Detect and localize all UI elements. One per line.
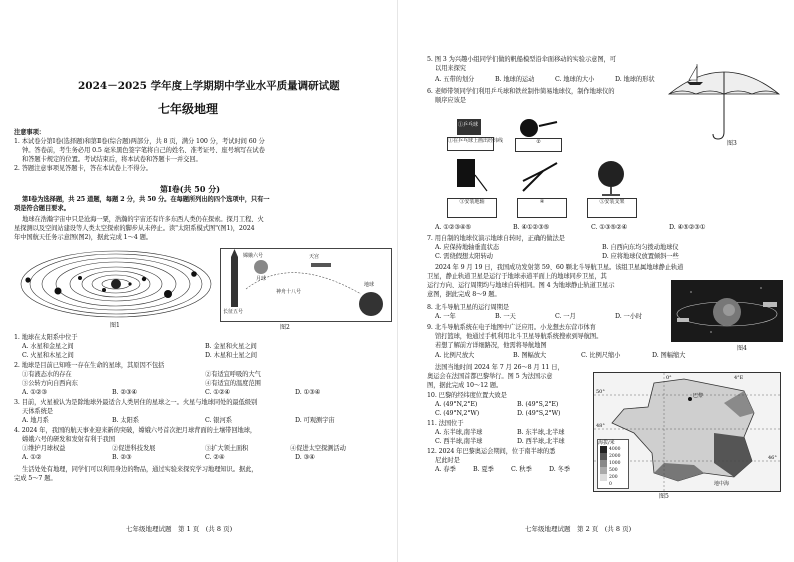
note-line: 2. 答题注意事项见答题卡，答在本试卷上不得分。 (14, 165, 152, 172)
option: D. ①③④ (295, 389, 321, 396)
step-caption: ② (536, 139, 541, 145)
option: D. 图幅缩大 (652, 352, 686, 359)
passage-line: 2024 年 9 月 19 日，我国成功发射第 59、60 颗北斗导航卫星。该组卫星属地球静止轨道 (435, 264, 684, 271)
step-caption: ③安装地轴 (459, 199, 485, 205)
option: B. ②③ (112, 454, 132, 461)
passage-line: 运行方向、运行周期均与地球自转相同。图 4 为地球静止轨道卫星示 (427, 282, 615, 289)
longitude-label: 4°E (734, 375, 744, 381)
legend-value: 0 (609, 482, 612, 487)
question-7: 7. 用自制的地球仪演示地球自转时，正确的做法是 (427, 235, 565, 242)
option: B. ②③④ (112, 389, 137, 396)
option: C. ①②④ (205, 389, 230, 396)
step-caption-box (515, 138, 562, 152)
option: A. ①② (22, 454, 42, 461)
note-line: 1. 本试卷分第Ⅰ卷(选择题)和第Ⅱ卷(综合题)两部分，共 8 页，满分 100 分，考试时间 60 分 (14, 138, 265, 145)
note-line: 和答题卡规定的位置。考试结束后，将本试卷和答题卡一并交回。 (22, 156, 202, 163)
option: C. 地球的大小 (555, 76, 595, 83)
question-1: 1. 地球在太阳系中位于 (14, 334, 78, 341)
option: A. 春季 (435, 466, 456, 473)
option: ③公转方向自西向东 (22, 380, 78, 387)
option: A. ①②③ (22, 389, 47, 396)
step-label: ①乒乓球 (458, 122, 479, 128)
exam-title: 2024－2025 学年度上学期期中学业水平质量调研试题 (78, 80, 340, 92)
question-9-cont: 馆打篮球，他通过手机利用北斗卫星导航系统搜索到导航图。 (435, 333, 603, 340)
umbrella-experiment-diagram (665, 60, 783, 145)
option: B. 一天 (495, 313, 516, 320)
question-10: 10. 巴黎的经纬度位置大致是 (427, 392, 507, 399)
legend-scale (598, 446, 628, 488)
question-4: 4. 2024 年，我国的航天事业迎来新的突破，嫦娥六号首次把月球背面的土壤带回地球， (14, 427, 257, 434)
option: B. 自西向东均匀拨动地球仪 (602, 244, 679, 251)
option: C. ①③⑤②④ (591, 224, 628, 231)
option: C. ②④ (205, 454, 225, 461)
option: D. 木星和土星之间 (205, 352, 257, 359)
option: B. (49°S,2°E) (517, 401, 559, 408)
option: ①维护月球权益 (22, 445, 66, 452)
pliers-icon (517, 157, 565, 197)
latitude-label: 48° (596, 423, 605, 429)
legend-title: 海拔/米 (598, 440, 615, 446)
step-caption-box (447, 198, 497, 218)
step-caption: ⑤安装支架 (599, 199, 625, 205)
option: D. 西半球,北半球 (517, 438, 565, 445)
question-6: 6. 老师带领同学们利用乒乓球和铁丝制作简易地球仪，制作地球仪的 (427, 88, 615, 95)
option: ④有适宜的温度范围 (205, 380, 261, 387)
option: C. (49°N,2°W) (435, 410, 480, 417)
france-map (593, 372, 781, 492)
legend-values (609, 446, 620, 488)
passage-line: 图，据此完成 10～12 题。 (427, 382, 503, 389)
step-image-1 (447, 117, 504, 151)
option: ②促进科技发展 (112, 445, 156, 452)
mission-label: 天宫 (309, 254, 320, 260)
option: C. 西半球,南半球 (435, 438, 483, 445)
option: D. 可观测宇宙 (295, 417, 335, 424)
step-caption: ①在乒乓球上画出经纬线 (448, 138, 504, 144)
sea-label: 地中海 (714, 481, 730, 487)
exam-page-2 (397, 0, 794, 562)
legend-swatch (600, 460, 607, 467)
option: ②有适宜呼吸的大气 (205, 371, 261, 378)
legend-swatch (600, 467, 607, 474)
option: A. 比例尺放大 (435, 352, 475, 359)
legend-swatch (600, 453, 607, 460)
passage-line: 年中国航天任务示意图(图2)，据此完成 1～4 题。 (14, 234, 152, 241)
question-4-cont: 嫦娥六号的研发和发射有利于我国 (22, 436, 115, 443)
section-intro: 第Ⅰ卷为选择题，共 25 道题，每题 2 分，共 50 分。在每题所列出的四个选项中，只有一 (22, 196, 270, 203)
satellite-orbit-diagram (671, 280, 783, 342)
option: C. 秋季 (511, 466, 532, 473)
question-9-cont: 若想了解前方详细路况，他需将导航地图 (435, 342, 547, 349)
option: A. (49°N,2°E) (435, 401, 478, 408)
step-image-4 (517, 157, 565, 219)
figure-1-label: 图1 (110, 322, 120, 329)
legend-value: 2000 (609, 454, 621, 459)
page-footer: 七年级地理试题 第 1 页 (共 8 页) (126, 525, 233, 533)
legend-swatch (600, 446, 607, 453)
paris-label: 巴黎 (693, 393, 704, 399)
latitude-label: 50° (596, 389, 605, 395)
option: D. ④⑤②③① (669, 224, 706, 231)
mission-label: 嫦娥六号 (243, 253, 264, 259)
longitude-label: 0° (666, 375, 672, 381)
option: D. ③④ (295, 454, 315, 461)
step-caption-box (587, 198, 637, 218)
option: ④促进太空探测活动 (290, 445, 346, 452)
option: ①有液态水的存在 (22, 371, 72, 378)
option: C. 火星和木星之间 (22, 352, 74, 359)
option: D. 一小时 (615, 313, 643, 320)
option: B. 金星和火星之间 (205, 343, 257, 350)
legend-value: 500 (609, 468, 618, 473)
question-6-cont: 顺序应该是 (435, 97, 466, 104)
page-footer: 七年级地理试题 第 2 页 (共 8 页) (525, 525, 632, 533)
globe-icon (587, 157, 635, 197)
question-8: 8. 北斗导航卫星的运行周期是 (427, 304, 510, 311)
question-9: 9. 北斗导航系统在电子地图中广泛应用。小龙想去东营市体育 (427, 324, 596, 331)
option: B. 夏季 (473, 466, 494, 473)
option: B. 图幅放大 (513, 352, 547, 359)
step-image-2 (515, 118, 560, 152)
question-3: 3. 目前，火星被认为是除地球外最适合人类居住的星球之一。火星与地球同处的最低级别 (14, 399, 258, 406)
option: A. 五带的划分 (435, 76, 475, 83)
figure-3-label: 图3 (727, 140, 737, 147)
passage-line: 法国当地时间 2024 年 7 月 26～8 月 11 日， (435, 364, 564, 371)
option: C. 一月 (555, 313, 576, 320)
exam-subject: 七年级地理 (158, 102, 219, 116)
question-12: 12. 2024 年巴黎奥运会期间，位于南半球的悉 (427, 448, 556, 455)
option: A. 地月系 (22, 417, 49, 424)
option: B. 太阳系 (112, 417, 139, 424)
passage-line: 生活处处有地理，同学们可以利用身边的物品，通过实验来探究学习地理知识。据此， (22, 466, 258, 473)
solar-system-diagram (18, 246, 213, 318)
question-2: 2. 地球是目前已知唯一存在生命的星球，其原因不包括 (14, 362, 165, 369)
question-5: 5. 图 3 为兴趣小组同学们做的帆船模型沿伞面移动的实验示意图，可 (427, 56, 616, 63)
mission-label: 地球 (364, 282, 375, 288)
option: C. 比例尺缩小 (581, 352, 621, 359)
note-line: 钟。答卷前，考生务必用 0.5 毫米黑色签字笔将自己的姓名、准考证号、座号填写在试卷 (22, 147, 265, 154)
figure-2-label: 图2 (280, 324, 290, 331)
legend-value: 4000 (609, 447, 621, 452)
figure-4-label: 图4 (737, 345, 747, 352)
option: C. 需绕假想太阳转动 (435, 253, 493, 260)
step-caption-box (447, 137, 504, 151)
passage-line: 完成 5～7 题。 (14, 475, 57, 482)
aerospace-mission-diagram (220, 248, 392, 322)
option: B. 东半球,北半球 (517, 429, 565, 436)
option: D. 地球的形状 (615, 76, 655, 83)
step-caption-box (517, 198, 567, 218)
question-5-cont: 以用来探究 (435, 65, 466, 72)
step-image-3 (447, 157, 495, 219)
option: D. (49°S,2°W) (517, 410, 561, 417)
option: A. 水星和金星之间 (22, 343, 74, 350)
option: D. 应将地球仪放置倾斜一些 (602, 253, 679, 260)
option: A. ①②③④⑤ (435, 224, 471, 231)
passage-line: 卫星，静止轨道卫星是运行于地球赤道平面上的地球同步卫星，其 (427, 273, 607, 280)
elevation-legend (597, 439, 629, 489)
option: ③扩大领土面积 (205, 445, 249, 452)
option: B. ④①②③⑤ (513, 224, 550, 231)
legend-swatch (600, 474, 607, 481)
section-intro: 项是符合题目要求。 (14, 205, 70, 212)
latitude-label: 46° (768, 455, 777, 461)
figure-5-label: 图5 (659, 493, 669, 500)
passage-line: 地球在浩瀚宇宙中只是沧海一粟，浩瀚的宇宙还有许多东西人类仍在探索。探月工程、火 (22, 216, 264, 223)
ball-pen-icon (515, 118, 560, 138)
step-caption: ④ (539, 199, 545, 205)
option: A. 应保持地轴垂直状态 (435, 244, 500, 251)
passage-line: 意图，据此完成 8～9 题。 (427, 291, 501, 298)
legend-value: 1000 (609, 461, 621, 466)
mission-label: 月球 (256, 276, 267, 282)
option: B. 地球的运动 (495, 76, 535, 83)
section-heading: 第Ⅰ卷(共 50 分) (160, 184, 221, 194)
option: C. 银河系 (205, 417, 232, 424)
notes-heading: 注意事项： (14, 129, 45, 136)
question-12-cont: 尼此时是 (435, 457, 460, 464)
step-image-5 (587, 157, 635, 219)
legend-color-bar (600, 446, 607, 488)
mission-label: 长征五号 (223, 309, 244, 315)
passage-line: 星探测以及空间站建设等人类太空探索的脚步从未停止。读"太阳系模式图"(图1)，2024 (14, 225, 255, 232)
question-11: 11. 法国位于 (427, 420, 464, 427)
option: D. 冬季 (549, 466, 570, 473)
question-3-cont: 天体系统是 (22, 408, 53, 415)
wire-axis-icon (447, 157, 495, 197)
option: A. 东半球,南半球 (435, 429, 483, 436)
option: A. 一年 (435, 313, 456, 320)
passage-line: 奥运会在法国首都巴黎举行。图 5 为法国示意 (427, 373, 553, 380)
mission-label: 神舟十八号 (276, 289, 302, 295)
legend-value: 200 (609, 475, 618, 480)
